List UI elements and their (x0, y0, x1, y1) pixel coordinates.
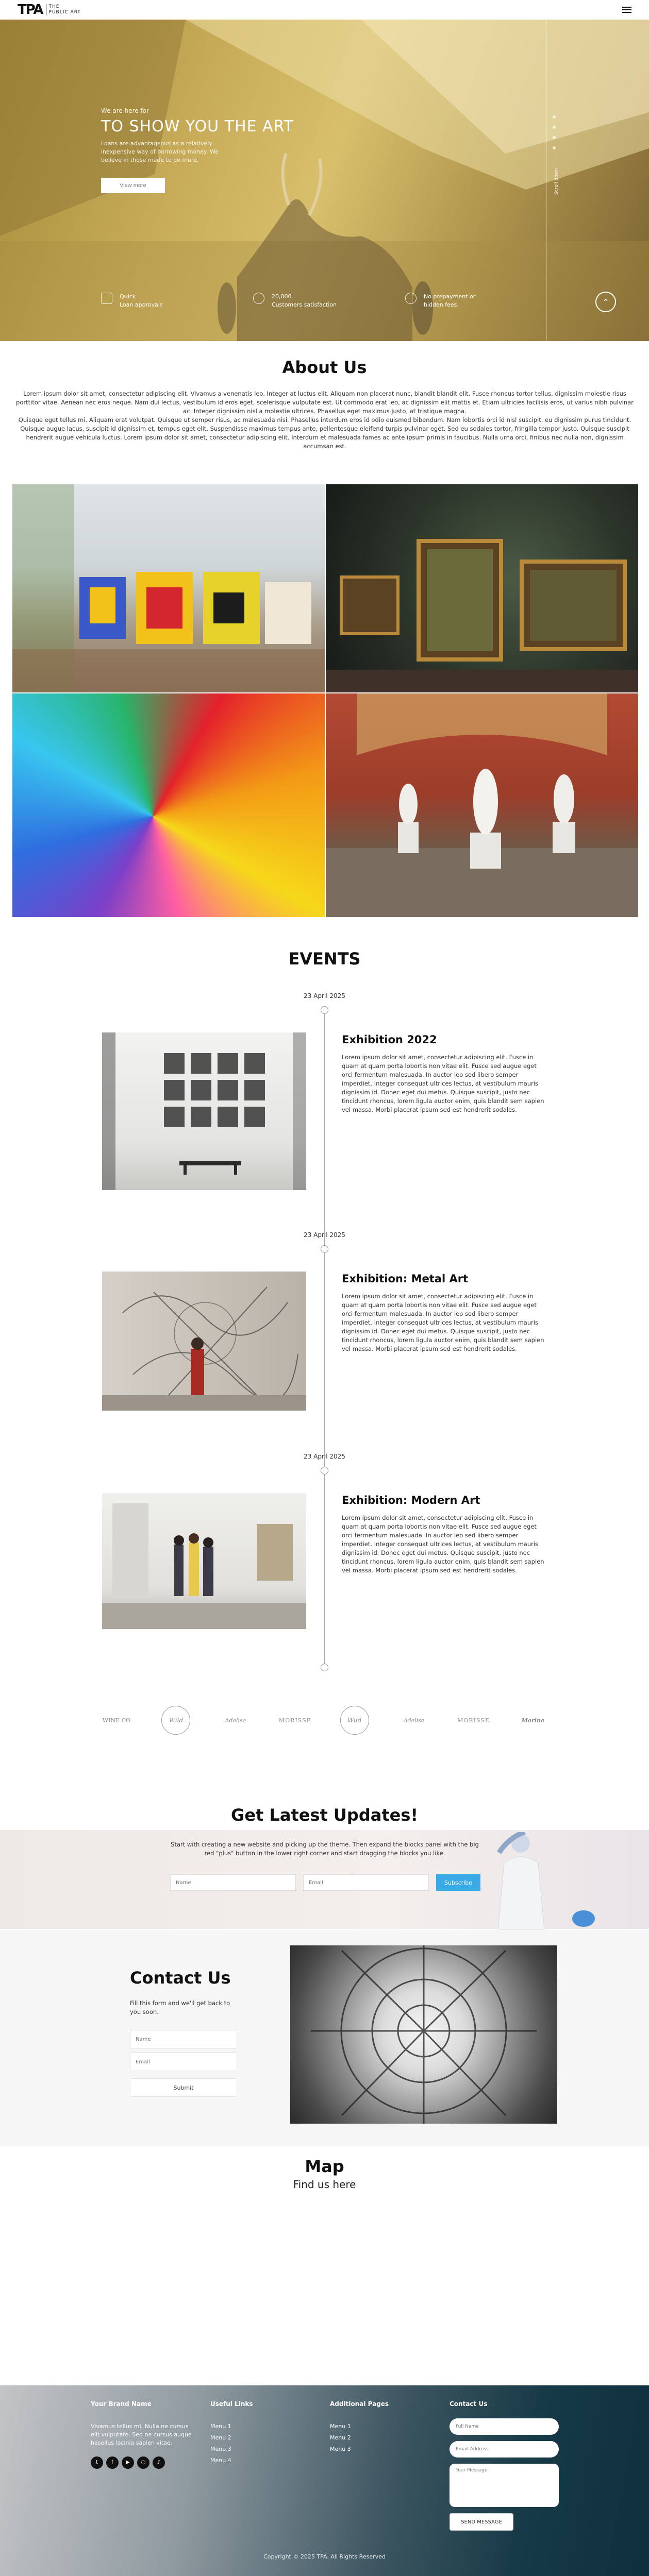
brand-logo: Wild (151, 1705, 201, 1736)
event-date: 23 April 2025 (304, 1231, 345, 1239)
send-message-button[interactable]: SEND MESSAGE (450, 2513, 513, 2531)
brand-logo: Marina (521, 1717, 545, 1724)
event-description: Lorem ipsum dolor sit amet, consectetur adipiscing elit. Fusce in quam at quam porta lobortis non vitae elit. Fusce sed augue eget orci fermentum malesuada. In auctor leo sed libero semper imperdiet. Integer consequat ultrices lectus, at vestibulum mauris dignissim id. Donec eget dui metus. Quisque suscipit, justo nec tincidunt rhoncus, lorem ligula auctor enim, quis blandit sem sapien vel massa. Morbi placerat ipsum sed est hendrerit sodales. (342, 1054, 544, 1113)
footer-link[interactable]: Menu 3 (330, 2446, 351, 2452)
hero-description: Loans are advantageous as a relatively inexpensive way of borrowing money. We believe in those made to do more. (101, 140, 219, 163)
about-text (15, 389, 634, 451)
hero-feature (405, 293, 557, 309)
footer-link[interactable]: Menu 2 (330, 2434, 351, 2441)
gallery-image-sculptures (326, 693, 638, 917)
tiktok-icon[interactable]: ♪ (153, 2456, 165, 2469)
event-image (102, 1272, 306, 1411)
copyright-text: Copyright © 2025 TPA. All Rights Reserved (263, 2553, 386, 2560)
newsletter-name-input[interactable] (170, 1874, 296, 1891)
calendar-icon (101, 293, 112, 304)
event-image (102, 1493, 306, 1629)
contact-email-input[interactable] (130, 2053, 237, 2071)
logo-text (46, 4, 81, 15)
slider-dot[interactable] (553, 136, 556, 139)
footer-contact-form (450, 2400, 559, 2531)
feature-line-2: Customers satisfaction (272, 301, 337, 308)
timeline-dot (321, 1467, 328, 1475)
hero-side-label: Scroll down (554, 168, 559, 195)
event-description: Lorem ipsum dolor sit amet, consectetur adipiscing elit. Fusce in quam at quam porta lobortis non vitae elit. Fusce sed augue eget orci fermentum malesuada. In auctor leo sed libero semper imperdiet. Integer consequat ultrices lectus, at vestibulum mauris dignissim id. Donec eget dui metus. Quisque suscipit, justo nec tincidunt rhoncus, lorem ligula auctor enim, quis blandit sem sapien vel massa. Morbi placerat ipsum sed est hendrerit sodales. (342, 1514, 544, 1574)
social-links (91, 2456, 194, 2469)
feature-line-2: hidden fees. (424, 301, 459, 308)
logo-mark[interactable]: TPA (18, 2, 43, 18)
timeline-dot (321, 1245, 328, 1253)
brand-logo: Wild (330, 1705, 379, 1736)
shield-icon (405, 293, 417, 304)
footer-brand-column (91, 2400, 194, 2469)
hero-features (101, 293, 557, 309)
event-text (342, 1033, 547, 1114)
footer-brand-text: Vivamus tellus mi. Nulla ne cursus elit vulputate. Sed ne cursus augue hasellus lacinia sapien vitae. (91, 2423, 192, 2446)
brand-logo: Adelise (403, 1717, 425, 1724)
dollar-icon (253, 293, 264, 304)
about-paragraph: Quisque eget tellus mi. Aliquam erat volutpat. Quisque ut semper risus, ac malesuada nisi. Phasellus interdum eros id odio euismod bibendum. Nam lobortis orci id nisl suscipit, eu dignissim purus tincidunt. Quisque augue lacus, suscipit id dignissim et, tempus eget elit. Suspendisse maximus tempus ante, pellentesque eleifend turpis pulvinar eget. Sed eu sodales tortor, fringilla tempor justo. Quisque suscipit hendrerit augue vehicula luctus. Lorem ipsum dolor sit amet, consectetur adipiscing elit. Interdum et malesuada fames ac ante ipsum primis in faucibus. Nulla urna orci, finibus nec nulla non, dignissim accumsan est. (18, 416, 631, 450)
gallery-image-easels (12, 484, 325, 692)
footer-useful-links (210, 2400, 253, 2468)
slider-dot[interactable] (553, 115, 556, 118)
footer-link[interactable]: Menu 2 (210, 2434, 231, 2441)
event-title: Exhibition 2022 (342, 1033, 437, 1046)
scroll-down-button[interactable] (595, 292, 616, 312)
footer-link[interactable]: Menu 1 (210, 2423, 231, 2430)
youtube-icon[interactable]: ▶ (122, 2456, 134, 2469)
feature-line-1: Quick (120, 293, 136, 300)
twitter-icon[interactable]: t (91, 2456, 103, 2469)
hero-feature (253, 293, 405, 309)
footer-link[interactable]: Menu 4 (210, 2457, 231, 2464)
gallery-image-museum-room (326, 484, 638, 692)
slider-dot[interactable] (553, 146, 556, 149)
contact-subtitle: Fill this form and we'll get back to you soon. (130, 1999, 230, 2015)
gallery-image-paint (12, 693, 325, 917)
hero-feature (101, 293, 253, 309)
footer-contact-title: Contact Us (450, 2400, 488, 2408)
footer-link[interactable]: Menu 3 (210, 2446, 231, 2452)
newsletter-description: Start with creating a new website and picking up the theme. Then expand the blocks panel with the big red "plus" button in the lower right corner and start dragging the blocks you like. (171, 1841, 479, 1857)
footer-name-input[interactable] (450, 2418, 559, 2435)
contact-submit-button[interactable]: Submit (130, 2078, 237, 2097)
event-text (342, 1273, 547, 1353)
contact-name-input[interactable] (130, 2030, 237, 2048)
contact-title: Contact Us (130, 1968, 231, 1988)
footer-link[interactable]: Menu 1 (330, 2423, 351, 2430)
footer-brand-title: Your Brand Name (91, 2400, 152, 2408)
feature-line-2: Loan approvals (120, 301, 163, 308)
footer-additional-pages (330, 2400, 389, 2456)
footer (0, 2385, 649, 2576)
brand-logo: MORISSE (457, 1717, 490, 1724)
hero-section (0, 20, 649, 341)
hero-kicker: We are here for (101, 107, 149, 114)
newsletter-form (170, 1874, 480, 1891)
event-date: 23 April 2025 (304, 1453, 345, 1460)
newsletter-email-input[interactable] (303, 1874, 429, 1891)
feature-line-1: 20,000 (272, 293, 292, 300)
brand-logo: Adelise (225, 1717, 246, 1724)
brand-logos (92, 1702, 558, 1738)
event-image (102, 1032, 306, 1190)
logo-line-2: PUBLIC ART (48, 10, 81, 15)
footer-pages-title: Additional Pages (330, 2400, 389, 2408)
about-gallery (12, 484, 637, 916)
hamburger-menu-icon[interactable] (622, 7, 631, 13)
slider-dot[interactable] (553, 126, 556, 129)
contact-dome-image (290, 1945, 557, 2124)
footer-useful-title: Useful Links (210, 2400, 253, 2408)
logo-line-1: THE (48, 4, 60, 9)
event-title: Exhibition: Metal Art (342, 1273, 469, 1285)
footer-email-input[interactable] (450, 2441, 559, 2458)
event-text (342, 1494, 547, 1575)
timeline-line (324, 1010, 325, 1667)
hero-text (101, 107, 294, 193)
events-title: EVENTS (288, 949, 361, 969)
footer-message-input[interactable] (450, 2464, 559, 2507)
map-title: Map (305, 2157, 344, 2176)
event-title: Exhibition: Modern Art (342, 1494, 480, 1506)
hero-slider-dots (553, 115, 556, 149)
about-paragraph: Lorem ipsum dolor sit amet, consectetur adipiscing elit. Vivamus a venenatis leo. Integer at luctus elit. Aliquam non placerat nunc, blandit blandit elit. Fusce rhoncus tortor tellus, dignissim molestie risus porttitor vitae. Aenean nec eros neque. Nam dui lectus, vestibulum id eros eget, scelerisque vulputate est. Ut commodo erat leo, ac dignissim elit mattis et. Etiam ultricies facilisis eros, ut varius nibh pulvinar ac. Integer dignissim nisl a molestie ultrices. Phasellus eget maximus justo, at tristique magna. (16, 390, 634, 415)
about-title: About Us (282, 358, 367, 377)
subscribe-button[interactable]: Subscribe (436, 1874, 480, 1891)
hero-title: TO SHOW YOU THE ART (101, 117, 294, 135)
instagram-icon[interactable]: ○ (137, 2456, 149, 2469)
newsletter-figure-image (478, 1832, 597, 1930)
event-date: 23 April 2025 (304, 992, 345, 999)
map-subtitle: Find us here (293, 2178, 356, 2191)
newsletter-title: Get Latest Updates! (231, 1805, 418, 1825)
top-nav (0, 0, 649, 20)
facebook-icon[interactable]: f (106, 2456, 119, 2469)
event-description: Lorem ipsum dolor sit amet, consectetur adipiscing elit. Fusce in quam at quam porta lobortis non vitae elit. Fusce sed augue eget orci fermentum malesuada. In auctor leo sed libero semper imperdiet. Integer consequat ultrices lectus, at vestibulum mauris dignissim id. Donec eget dui metus. Quisque suscipit, justo nec tincidunt rhoncus, lorem ligula auctor enim, quis blandit sem sapien vel massa. Morbi placerat ipsum sed est hendrerit sodales. (342, 1293, 544, 1352)
timeline-dot (321, 1006, 328, 1014)
feature-line-1: No prepayment or (424, 293, 476, 300)
brand-logo: WINE CO (102, 1717, 131, 1724)
view-more-button[interactable]: View more (101, 178, 165, 193)
chevron-up-icon: ⌃ (602, 297, 609, 307)
timeline-dot (321, 1664, 328, 1671)
brand-logo: MORISSE (278, 1717, 311, 1724)
